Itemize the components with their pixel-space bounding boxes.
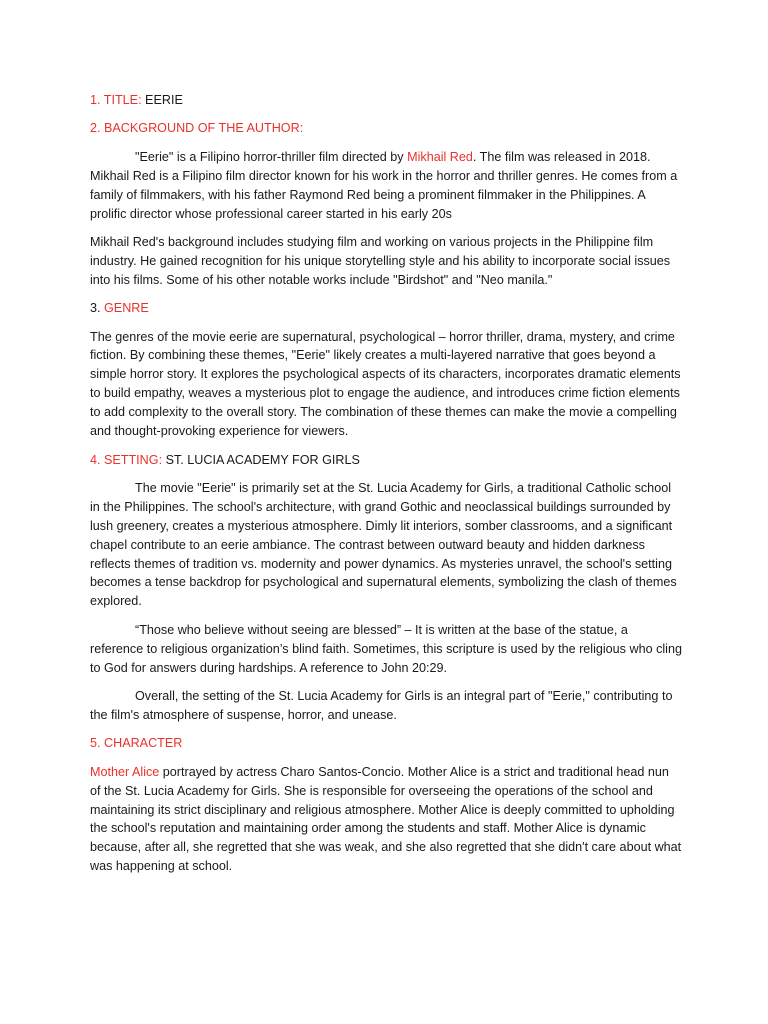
genre-paragraph: The genres of the movie eerie are supernatural, psychological – horror thriller, drama, mystery, and crime fiction. By combining these themes, "Eerie" likely creates a multi-layered narrative that goes beyond a simple horror story. It explores the psychological aspects of its characters, incorporates dramatic elements to build empathy, weaves a mysterious plot to engage the audience, and introduces crime fiction elements to add complexity to the overall story. The combination of these themes can make the movie a compelling and thought-provoking experience for viewers. (90, 329, 681, 439)
character-description: portrayed by actress Charo Santos-Concio. Mother Alice is a strict and traditional head nun of the St. Lucia Academy for Girls. She is responsible for overseeing the operations of the school and maintaining its strict disciplinary and religious atmosphere. Mother Alice is deeply committed to upholding the school's reputation and maintaining order among the students and staff. Mother Alice is dynamic because, after all, she regretted that she was weak, and she also regretted that she didn't care about what was happening at school. (90, 764, 682, 874)
character-heading: 5. CHARACTER (90, 736, 183, 751)
background-paragraph-2: Mikhail Red's background includes studying film and working on various projects in the Philippine film industry. He gained recognition for his unique storytelling style and his ability to incorporate social issues into his films. Some of his other notable works include "Birdshot" and "Neo manila." (90, 234, 671, 287)
background-p1-start: "Eerie" is a Filipino horror-thriller film directed by (135, 149, 408, 164)
title-value: EERIE (141, 93, 183, 107)
character-name: Mother Alice (90, 764, 160, 779)
setting-value: ST. LUCIA ACADEMY FOR GIRLS (162, 452, 360, 467)
genre-number: 3. (90, 301, 105, 316)
genre-heading (90, 299, 682, 318)
setting-paragraph-3: Overall, the setting of the St. Lucia Academy for Girls is an integral part of "Eerie," contributing to the film's atmosphere of suspense, horror, and unease. (90, 688, 673, 722)
background-paragraph-1 (90, 148, 682, 224)
background-heading: 2. BACKGROUND OF THE AUTHOR: (90, 121, 304, 136)
setting-heading (90, 451, 682, 470)
background-p1-end: . The film was released in 2018. Mikhail Red is a Filipino film director known for his work in the horror and thriller genres. He comes from a family of filmmakers, with his father Raymond Red being a prominent filmmaker in the Philippines. A prolific director whose professional career started in his early 20s (90, 149, 678, 221)
setting-paragraph-1: The movie "Eerie" is primarily set at the St. Lucia Academy for Girls, a traditional Catholic school in the Philippines. The school's architecture, with grand Gothic and neoclassical buildings surrounded by lush greenery, creates a mysterious atmosphere. Dimly lit interiors, somber classrooms, and a significant chapel contribute to an eerie ambiance. The contrast between outward beauty and hidden darkness reflects themes of tradition vs. modernity and power dynamics. As mysteries unravel, the school's setting becomes a tense backdrop for psychological and supernatural elements, symbolizing the clash of themes explored. (90, 480, 677, 609)
title-label: 1. TITLE: (90, 93, 142, 107)
director-name: Mikhail Red (407, 149, 473, 164)
setting-label: 4. SETTING: (90, 452, 163, 467)
genre-label: GENRE (104, 301, 149, 316)
character-paragraph (90, 763, 682, 876)
title-line (90, 91, 682, 110)
setting-paragraph-2: “Those who believe without seeing are blessed” – It is written at the base of the statue, a reference to religious organization’s blind faith. Sometimes, this scripture is used by the religious who cling to God for answers during hardships. A reference to John 20:29. (90, 622, 682, 675)
